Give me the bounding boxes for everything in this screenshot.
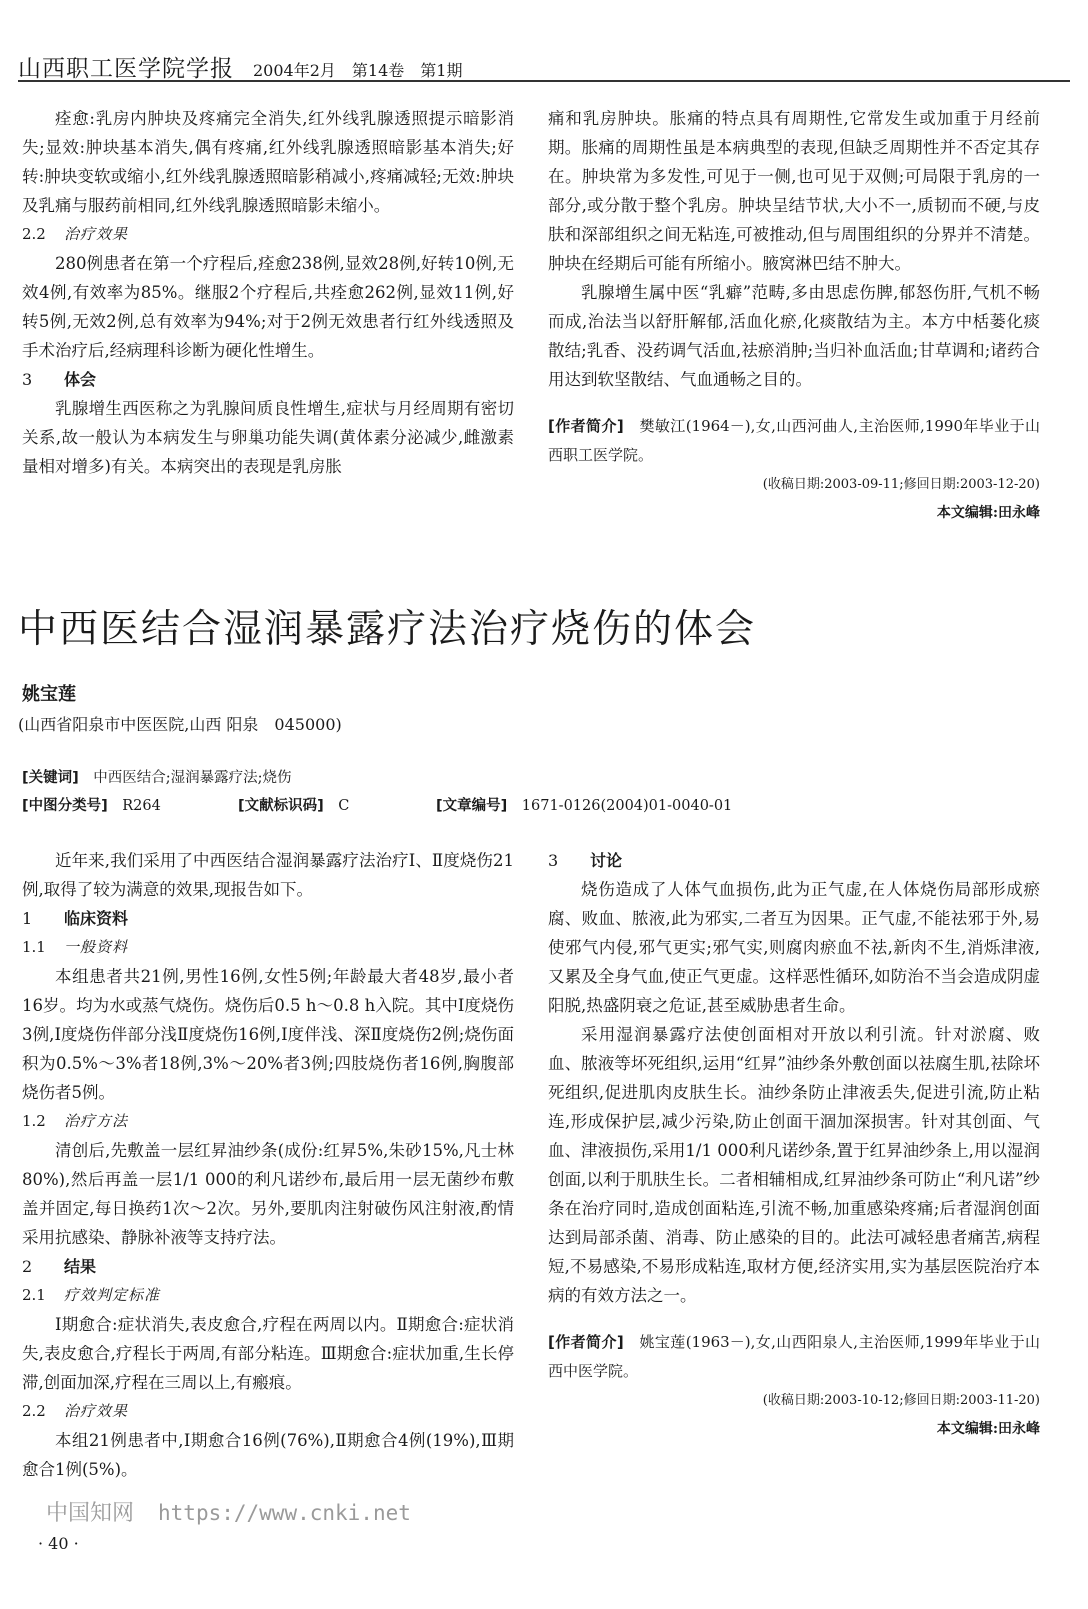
subsection-heading: 2.2 治疗效果	[22, 1402, 129, 1420]
clc-label: [中图分类号]	[22, 798, 108, 814]
paragraph: 烧伤造成了人体气血损伤,此为正气虚,在人体烧伤局部形成瘀腐、败血、脓液,此为邪实,二者互为因果。正气虚,不能祛邪于外,易使邪气内侵,邪气更实;邪气实,则腐肉瘀血不祛,新肉不生,消烁津液,又累及全身气血,使正气更虚。这样恶性循环,如防治不当会造成阴虚阳脱,热盛阴衰之危证,甚至威胁患者生命。	[548, 880, 1040, 1015]
received-dates: (收稿日期:2003-09-11;修回日期:2003-12-20)	[762, 477, 1040, 492]
paragraph: 痊愈:乳房内肿块及疼痛完全消失,红外线乳腺透照提示暗影消失;显效:肿块基本消失,偶有疼痛,红外线乳腺透照暗影基本消失;好转:肿块变软或缩小,红外线乳腺透照暗影稍减小,疼痛减轻;无效:肿块及乳痛与服药前相同,红外线乳腺透照暗影未缩小。	[22, 109, 514, 215]
paragraph: 痛和乳房肿块。胀痛的特点具有周期性,它常发生或加重于月经前期。胀痛的周期性虽是本病典型的表现,但缺乏周期性并不否定其存在。肿块常为多发性,可见于一侧,也可见于双侧;可局限于乳房的一部分,或分散于整个乳房。肿块呈结节状,大小不一,质韧而不硬,与皮肤和深部组织之间无粘连,可被推动,但与周围组织的分界并不清楚。肿块在经期后可能有所缩小。腋窝淋巴结不肿大。	[548, 109, 1040, 273]
article-title: 中西医结合湿润暴露疗法治疗烧伤的体会	[18, 607, 757, 652]
article-left-column	[22, 846, 514, 1484]
author-affiliation: (山西省阳泉市中医医院,山西 阳泉 045000)	[18, 715, 342, 734]
paragraph: 本组患者共21例,男性16例,女性5例;年龄最大者48岁,最小者16岁。均为水或蒸气烧伤。烧伤后0.5 h～0.8 h入院。其中Ⅰ度烧伤3例,Ⅰ度烧伤伴部分浅Ⅱ度烧伤16例,Ⅰ度伴浅、深Ⅱ度烧伤2例;烧伤面积为0.5%～3%者18例,3%～20%者3例;四肢烧伤者16例,胸腹部烧伤者5例。	[22, 967, 514, 1102]
subsection-heading: 1.1 一般资料	[22, 938, 129, 956]
author-name: 姚宝莲	[22, 684, 76, 705]
article-number-line: [文章编号] 1671-0126(2004)01-0040-01	[436, 798, 733, 814]
author-bio: [作者简介] 姚宝莲(1963－),女,山西阳泉人,主治医师,1999年毕业于山西中医学院。	[548, 1333, 1040, 1380]
paragraph: 采用湿润暴露疗法使创面相对开放以利引流。针对淤腐、败血、脓液等坏死组织,运用“红昇”油纱条外敷创面以祛腐生肌,祛除坏死组织,促进肌肉皮肤生长。油纱条防止津液丢失,促进引流,防止粘连,形成保护层,减少污染,防止创面干涸加深损害。针对其创面、气血、津液损伤,采用1/1 000利凡诺纱条,置于红昇油纱条上,用以湿润创面,以利于肌肤生长。二者相辅相成,红昇油纱条可防止“利凡诺”纱条在治疗同时,造成创面粘连,引流不畅,加重感染疼痛;后者湿润创面达到局部杀菌、消毒、防止感染的目的。此法可减轻患者痛苦,病程短,不易感染,不易形成粘连,取材方便,经济实用,实为基层医院治疗本病的有效方法之一。	[548, 1025, 1040, 1305]
clc-value: R264	[122, 798, 161, 814]
paragraph: 本组21例患者中,Ⅰ期愈合16例(76%),Ⅱ期愈合4例(19%),Ⅲ期愈合1例(5%)。	[22, 1431, 514, 1479]
issue-info: 2004年2月 第14卷 第1期	[253, 61, 463, 80]
intro-paragraph: 近年来,我们采用了中西医结合湿润暴露疗法治疗Ⅰ、Ⅱ度烧伤21例,取得了较为满意的效果,现报告如下。	[22, 851, 514, 899]
editor-credit: 本文编辑:田永峰	[936, 505, 1040, 521]
classification-line	[22, 794, 161, 815]
section-heading: 3 讨论	[548, 851, 623, 870]
subsection-heading: 2.1 疗效判定标准	[22, 1286, 161, 1304]
journal-name: 山西职工医学院学报	[18, 56, 234, 82]
paragraph: 清创后,先敷盖一层红昇油纱条(成份:红昇5%,朱砂15%,凡士林80%),然后再盖一层1/1 000的利凡诺纱布,最后用一层无菌纱布敷盖并固定,每日换药1次～2次。另外,要肌肉注射破伤风注射液,酌情采用抗感染、静脉补液等支持疗法。	[22, 1141, 514, 1247]
watermark-text: 中国知网	[46, 1501, 135, 1526]
subsection-heading: 1.2 治疗方法	[22, 1112, 129, 1130]
doc-code-line: [文献标识码] C	[238, 798, 350, 814]
keywords-line: [关键词] 中西医结合;湿润暴露疗法;烧伤	[22, 770, 292, 786]
received-dates: (收稿日期:2003-10-12;修回日期:2003-11-20)	[762, 1393, 1040, 1408]
header-rule	[18, 80, 1070, 82]
paragraph: 乳腺增生属中医“乳癖”范畴,多由思虑伤脾,郁怒伤肝,气机不畅而成,治法当以舒肝解郁,活血化瘀,化痰散结为主。本方中栝蒌化痰散结;乳香、没药调气活血,祛瘀消肿;当归补血活血;甘草调和;诸药合用达到软坚散结、气血通畅之目的。	[548, 283, 1040, 389]
section-heading: 3 体会	[22, 370, 97, 389]
section-heading: 1 临床资料	[22, 909, 129, 928]
paragraph: 280例患者在第一个疗程后,痊愈238例,显效28例,好转10例,无效4例,有效率为85%。继服2个疗程后,共痊愈262例,显效11例,好转5例,无效2例,总有效率为94%;对于2例无效患者行红外线透照及手术治疗后,经病理科诊断为硬化性增生。	[22, 254, 514, 360]
section-heading: 2.2 治疗效果	[22, 225, 129, 243]
page-number: · 40 ·	[38, 1534, 79, 1553]
watermark-url: https://www.cnki.net	[158, 1501, 411, 1525]
prev-article-left-column	[22, 104, 514, 481]
paragraph: 乳腺增生西医称之为乳腺间质良性增生,症状与月经周期有密切关系,故一般认为本病发生与卵巢功能失调(黄体素分泌减少,雌激素量相对增多)有关。本病突出的表现是乳房胀	[22, 399, 514, 476]
section-heading: 2 结果	[22, 1257, 97, 1276]
cnki-watermark	[46, 1496, 411, 1527]
author-bio: [作者简介] 樊敏江(1964－),女,山西河曲人,主治医师,1990年毕业于山西职工医学院。	[548, 417, 1040, 464]
article-right-column	[548, 846, 1040, 1444]
editor-credit: 本文编辑:田永峰	[936, 1421, 1040, 1437]
running-head	[18, 50, 462, 83]
paragraph: Ⅰ期愈合:症状消失,表皮愈合,疗程在两周以内。Ⅱ期愈合:症状消失,表皮愈合,疗程长于两周,有部分粘连。Ⅲ期愈合:症状加重,生长停滞,创面加深,疗程在三周以上,有瘢痕。	[22, 1315, 514, 1392]
prev-article-right-column	[548, 104, 1040, 528]
